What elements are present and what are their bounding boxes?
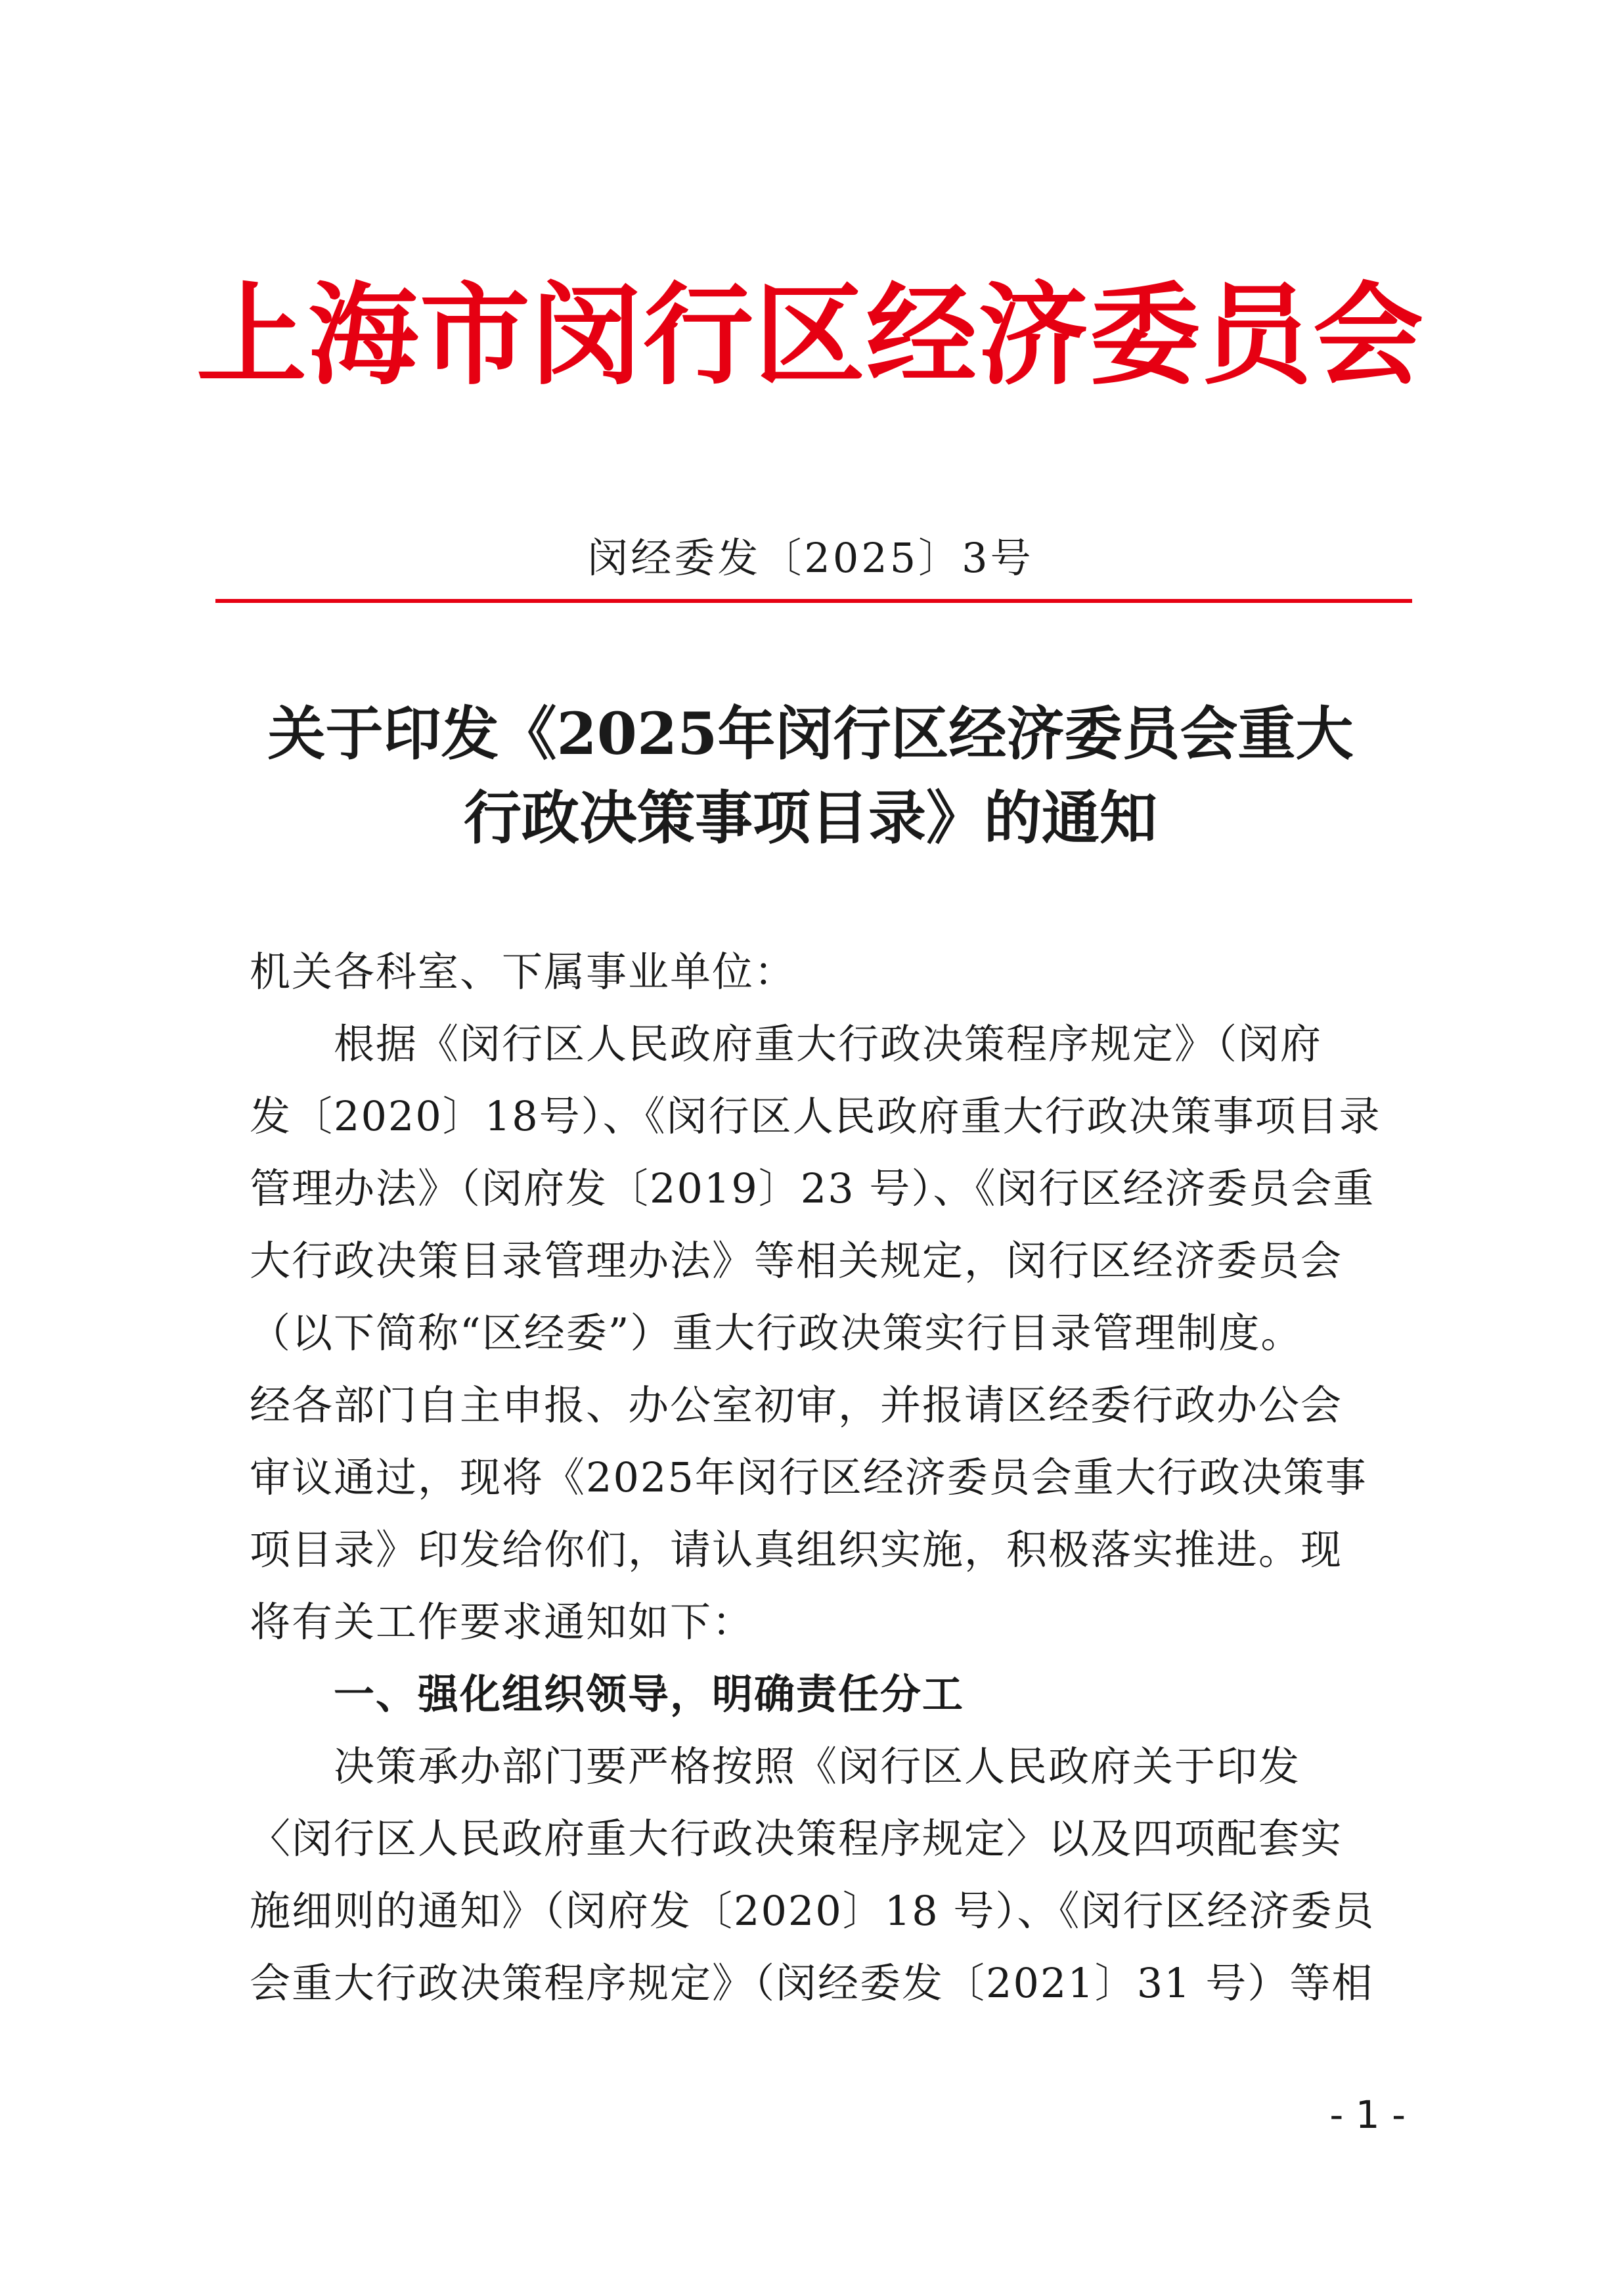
document-number: 闵经委发〔2025〕3号	[587, 534, 1034, 582]
paragraph1-line: 经各部门自主申报、办公室初审，并报请区经委行政办公会	[250, 1381, 1343, 1429]
issuer-masthead: 上海市闵行区经济委员会	[196, 270, 1425, 400]
paragraph1-line: （以下简称“区经委”）重大行政决策实行目录管理制度。	[250, 1309, 1303, 1357]
section-heading-1: 一、强化组织领导，明确责任分工	[334, 1670, 965, 1718]
paragraph2-line: 〈闵行区人民政府重大行政决策程序规定〉以及四项配套实	[250, 1815, 1343, 1863]
paragraph1-line: 发〔2020〕18号）、《闵行区人民政府重大行政决策事项目录	[250, 1092, 1381, 1140]
paragraph1-line: 审议通过，现将《2025年闵行区经济委员会重大行政决策事	[250, 1453, 1367, 1501]
paragraph2-line: 决策承办部门要严格按照《闵行区人民政府关于印发	[334, 1742, 1301, 1790]
document-title-line-1: 关于印发《2025年闵行区经济委员会重大	[267, 699, 1354, 768]
paragraph1-line: 管理办法》（闵府发〔2019〕23 号）、《闵行区经济委员会重	[250, 1164, 1375, 1212]
paragraph2-line: 施细则的通知》（闵府发〔2020〕18 号）、《闵行区经济委员	[250, 1887, 1375, 1935]
red-separator-line	[215, 599, 1412, 603]
document-title-line-2: 行政决策事项目录》的通知	[463, 784, 1157, 852]
paragraph1-line: 根据《闵行区人民政府重大行政决策程序规定》（闵府	[334, 1020, 1323, 1068]
paragraph2-line: 会重大行政决策程序规定》（闵经委发〔2021〕31 号）等相	[250, 1959, 1374, 2007]
salutation: 机关各科室、下属事业单位：	[250, 948, 797, 996]
paragraph1-line: 项目录》印发给你们，请认真组织实施，积极落实推进。现	[250, 1526, 1343, 1574]
page-number: - 1 -	[1329, 2092, 1406, 2137]
paragraph1-line: 大行政决策目录管理办法》等相关规定，闵行区经济委员会	[250, 1237, 1343, 1285]
paragraph1-line: 将有关工作要求通知如下：	[250, 1598, 755, 1646]
